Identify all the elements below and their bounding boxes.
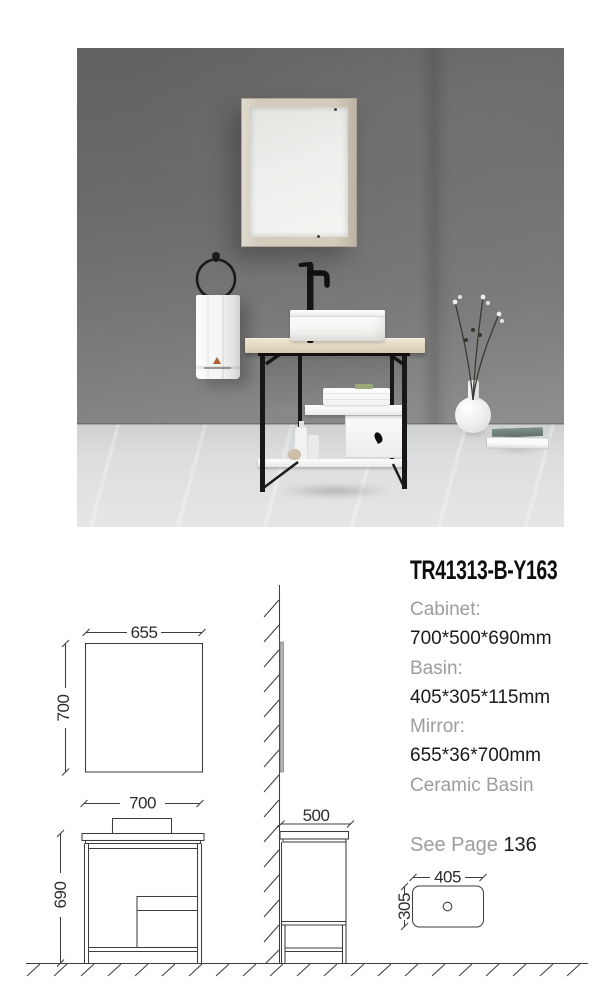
mirror-front-view [54,623,206,776]
spec-basin-value: 405*305*115mm [410,686,551,708]
wall-section-line [264,585,280,964]
vessel-basin [290,310,385,341]
spec-material: Ceramic Basin [410,774,534,796]
product-code: TR41313-B-Y163 [410,555,558,585]
cabinet-front-view [51,794,204,967]
spec-basin-label: Basin: [410,657,463,679]
basin-top-view [395,868,487,931]
see-page-number: 136 [503,834,537,856]
dim-cabinet-height: 690 [51,881,70,909]
dim-basin-width: 405 [434,867,461,887]
spec-mirror-value: 655*36*700mm [410,745,541,767]
spec-list [410,595,552,800]
round-vase [455,397,491,433]
see-page-label: See Page [410,834,498,856]
spec-cabinet-label: Cabinet: [410,599,481,620]
book-bottom [486,436,549,449]
cabinet-side-view [278,642,355,964]
dim-cabinet-depth: 500 [302,806,330,825]
basin-rim [290,310,385,317]
dried-branches [445,288,507,402]
spec-mirror-label: Mirror: [410,716,465,738]
mirror-side-view [280,642,284,772]
spec-cabinet-value: 700*500*690mm [410,628,552,650]
dim-mirror-width: 655 [130,623,158,642]
dim-basin-depth: 305 [395,893,414,920]
ground-line [26,964,588,977]
see-page-note [410,834,537,857]
dim-cabinet-width: 700 [129,793,156,813]
product-photo [77,48,564,527]
dim-mirror-height: 700 [54,694,73,722]
